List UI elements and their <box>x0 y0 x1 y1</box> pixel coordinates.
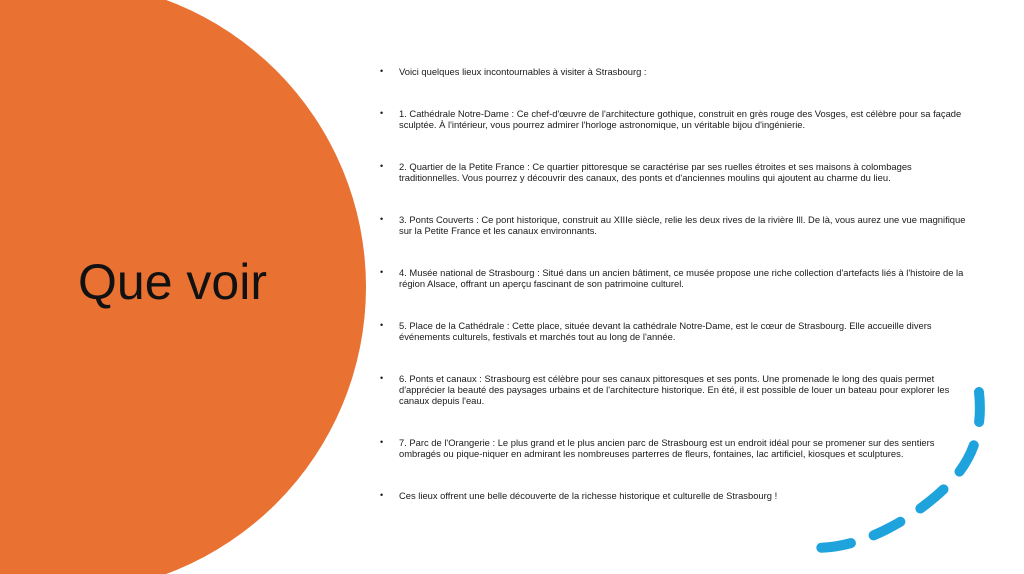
bullet-dot: • <box>380 213 384 224</box>
bullet-ponts-canaux <box>380 373 968 407</box>
bullet-conclusion <box>380 490 968 501</box>
bullet-dot: • <box>380 266 384 277</box>
bullet-dot: • <box>380 437 384 447</box>
bullet-petite-france <box>380 161 968 183</box>
bullet-ponts-couverts <box>380 214 968 236</box>
bullet-dot: • <box>380 319 384 330</box>
bullet-text: 7. Parc de l'Orangerie : Le plus grand et le plus ancien parc de Strasbourg est un endroit idéal pour se promener sur des sentiers ombragés ou pique-niquer en admirant les nombreuses parterres de fleurs, fontaines, lac artificiel, kiosques et sculptures. <box>399 437 935 460</box>
bullet-cathedrale <box>380 108 968 130</box>
bullet-dot: • <box>380 160 384 171</box>
bullet-text: Voici quelques lieux incontournables à visiter à Strasbourg : <box>399 66 647 77</box>
bullet-text: 2. Quartier de la Petite France : Ce quartier pittoresque se caractérise par ses ruelles étroites et ses maisons à colombages traditionnelles. Vous pourrez y découvrir des canaux, des ponts et d'anciennes moulins qui ajoutent au charme du lieu. <box>399 160 912 183</box>
bullet-dot: • <box>380 490 384 500</box>
bullet-text: 6. Ponts et canaux : Strasbourg est célèbre pour ses canaux pittoresques et ses ponts. Une promenade le long des quais permet d'apprécier la beauté des paysages urbains et de l'architecture historique. En été, il est possible de louer un bateau pour explorer les canaux depuis l'eau. <box>399 372 950 407</box>
bullet-text: 3. Ponts Couverts : Ce pont historique, construit au XIIIe siècle, relie les deux rives de la rivière Ill. De là, vous aurez une vue magnifique sur la Petite France et les canaux environnants. <box>399 213 966 236</box>
bullet-dot: • <box>380 372 384 383</box>
bullet-intro <box>380 66 968 77</box>
bullet-dot: • <box>380 107 384 118</box>
bullet-text: 4. Musée national de Strasbourg : Situé dans un ancien bâtiment, ce musée propose une riche collection d'artefacts liés à l'histoire de la région Alsace, offrant un aperçu fascinant de son patrimoine culturel. <box>399 266 964 289</box>
bullet-musee <box>380 267 968 289</box>
bullet-text: Ces lieux offrent une belle découverte de la richesse historique et culturelle de Strasbourg ! <box>399 490 778 501</box>
bullet-text: 1. Cathédrale Notre-Dame : Ce chef-d'œuvre de l'architecture gothique, construit en grès rouge des Vosges, est célèbre pour sa façade sculptée. À l'intérieur, vous pourrez admirer l'horloge astronomique, un véritable bijou d'ingénierie. <box>399 107 962 130</box>
bullet-place-cathedrale <box>380 320 968 342</box>
bullet-text: 5. Place de la Cathédrale : Cette place, située devant la cathédrale Notre-Dame, est le cœur de Strasbourg. Elle accueille divers événements culturels, festivals et marchés tout au long de l'année. <box>399 319 932 342</box>
bullet-dot: • <box>380 66 384 76</box>
slide-title: Que voir <box>78 254 267 310</box>
bullet-orangerie <box>380 437 968 459</box>
bullet-list <box>380 66 968 532</box>
